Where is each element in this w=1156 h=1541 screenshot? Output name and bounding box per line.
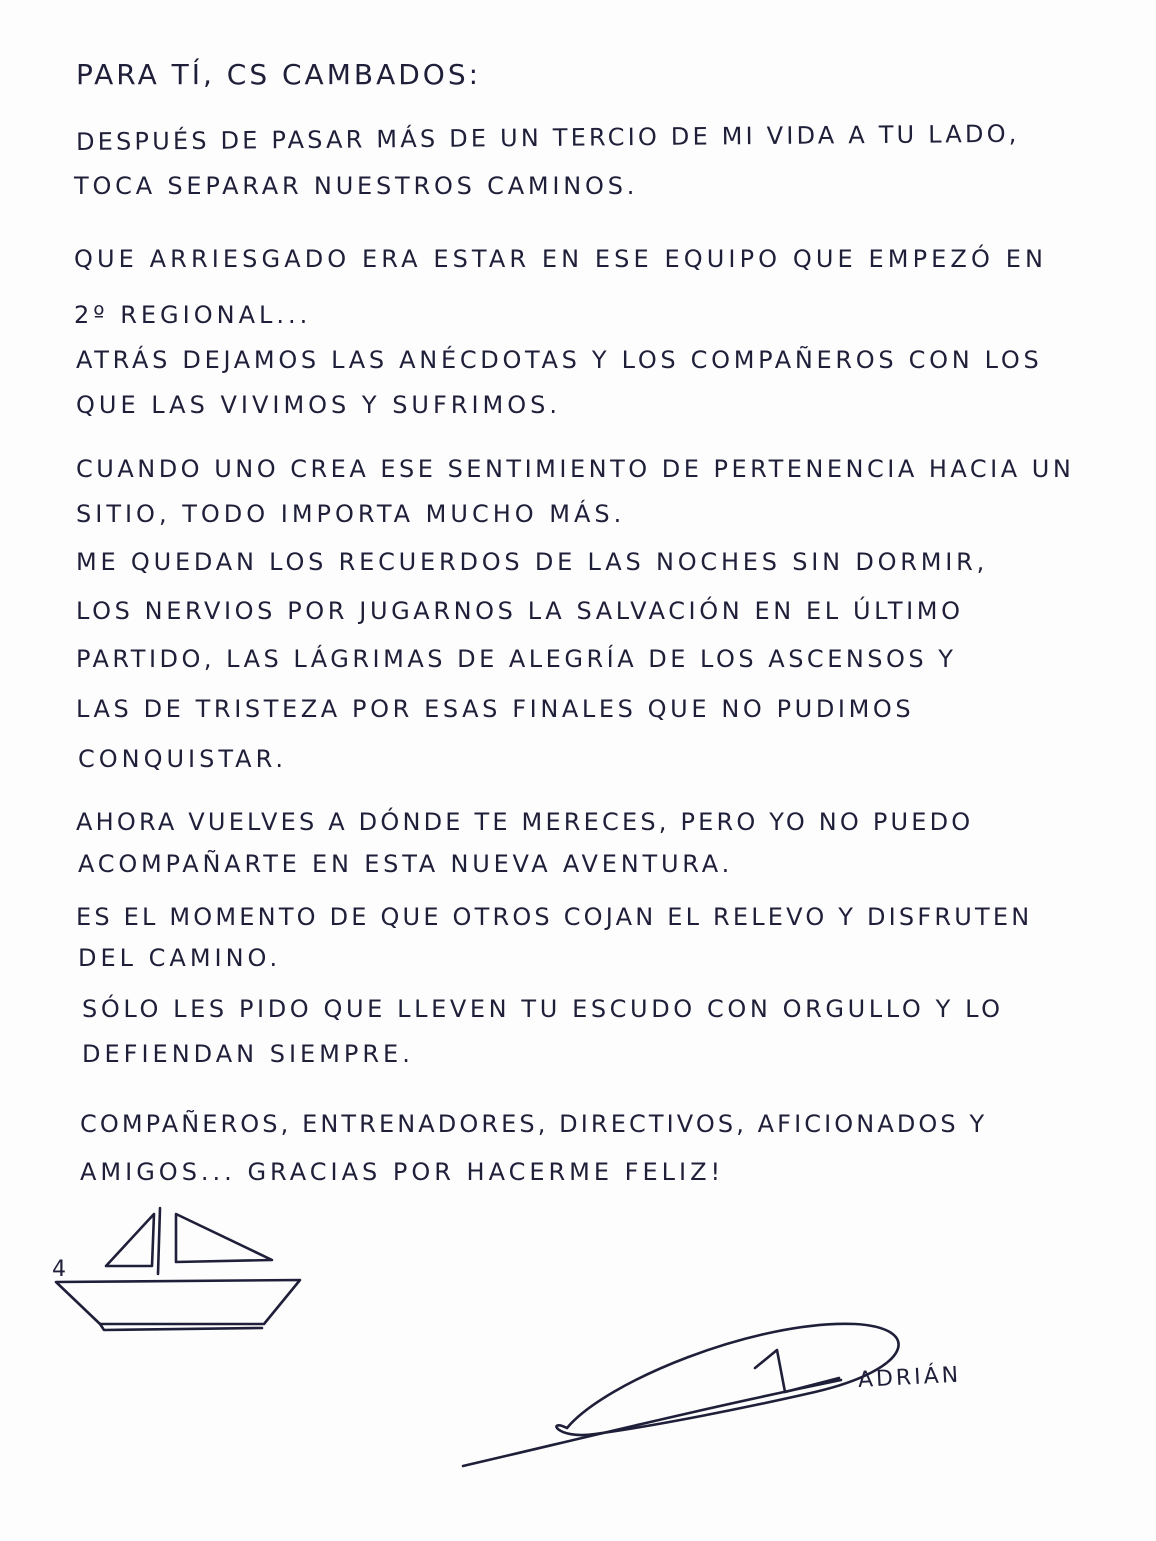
boat-sail-number: 4 — [52, 1257, 66, 1282]
letter-line: PARTIDO, LAS LÁGRIMAS DE ALEGRÍA DE LOS ASCENSOS Y — [76, 645, 957, 673]
letter-line: DEFIENDAN SIEMPRE. — [82, 1040, 414, 1068]
letter-line: TOCA SEPARAR NUESTROS CAMINOS. — [74, 172, 639, 200]
letter-line: CONQUISTAR. — [78, 745, 288, 773]
letter-line: QUE LAS VIVIMOS Y SUFRIMOS. — [76, 391, 562, 419]
letter-line: LOS NERVIOS POR JUGARNOS LA SALVACIÓN EN EL ÚLTIMO — [76, 597, 964, 625]
letter-line: 2º REGIONAL... — [74, 301, 312, 329]
signature-name: ADRIÁN — [857, 1362, 962, 1393]
letter-line: ES EL MOMENTO DE QUE OTROS COJAN EL RELEVO Y DISFRUTEN — [76, 903, 1033, 931]
letter-line: AMIGOS... GRACIAS POR HACERME FELIZ! — [80, 1158, 725, 1186]
letter-line: SÓLO LES PIDO QUE LLEVEN TU ESCUDO CON ORGULLO Y LO — [82, 995, 1004, 1023]
letter-line: CUANDO UNO CREA ESE SENTIMIENTO DE PERTENENCIA HACIA UN — [76, 455, 1075, 483]
letter-line: DESPUÉS DE PASAR MÁS DE UN TERCIO DE MI VIDA A TU LADO, — [75, 119, 1020, 156]
letter-line: AHORA VUELVES A DÓNDE TE MERECES, PERO YO NO PUEDO — [76, 808, 974, 836]
letter-line: ATRÁS DEJAMOS LAS ANÉCDOTAS Y LOS COMPAÑEROS CON LOS — [76, 346, 1043, 374]
signature-scribble — [455, 1300, 935, 1500]
letter-line: LAS DE TRISTEZA POR ESAS FINALES QUE NO PUDIMOS — [76, 695, 915, 723]
letter-greeting: PARA TÍ, CS CAMBADOS: — [76, 58, 482, 91]
sailboat-drawing — [48, 1200, 308, 1340]
letter-line: SITIO, TODO IMPORTA MUCHO MÁS. — [76, 500, 626, 528]
letter-line: ME QUEDAN LOS RECUERDOS DE LAS NOCHES SIN DORMIR, — [76, 548, 989, 576]
letter-line: COMPAÑEROS, ENTRENADORES, DIRECTIVOS, AFICIONADOS Y — [80, 1110, 988, 1138]
letter-line: DEL CAMINO. — [78, 944, 282, 972]
letter-line: QUE ARRIESGADO ERA ESTAR EN ESE EQUIPO QUE EMPEZÓ EN — [74, 245, 1048, 273]
letter-line: ACOMPAÑARTE EN ESTA NUEVA AVENTURA. — [78, 850, 734, 878]
